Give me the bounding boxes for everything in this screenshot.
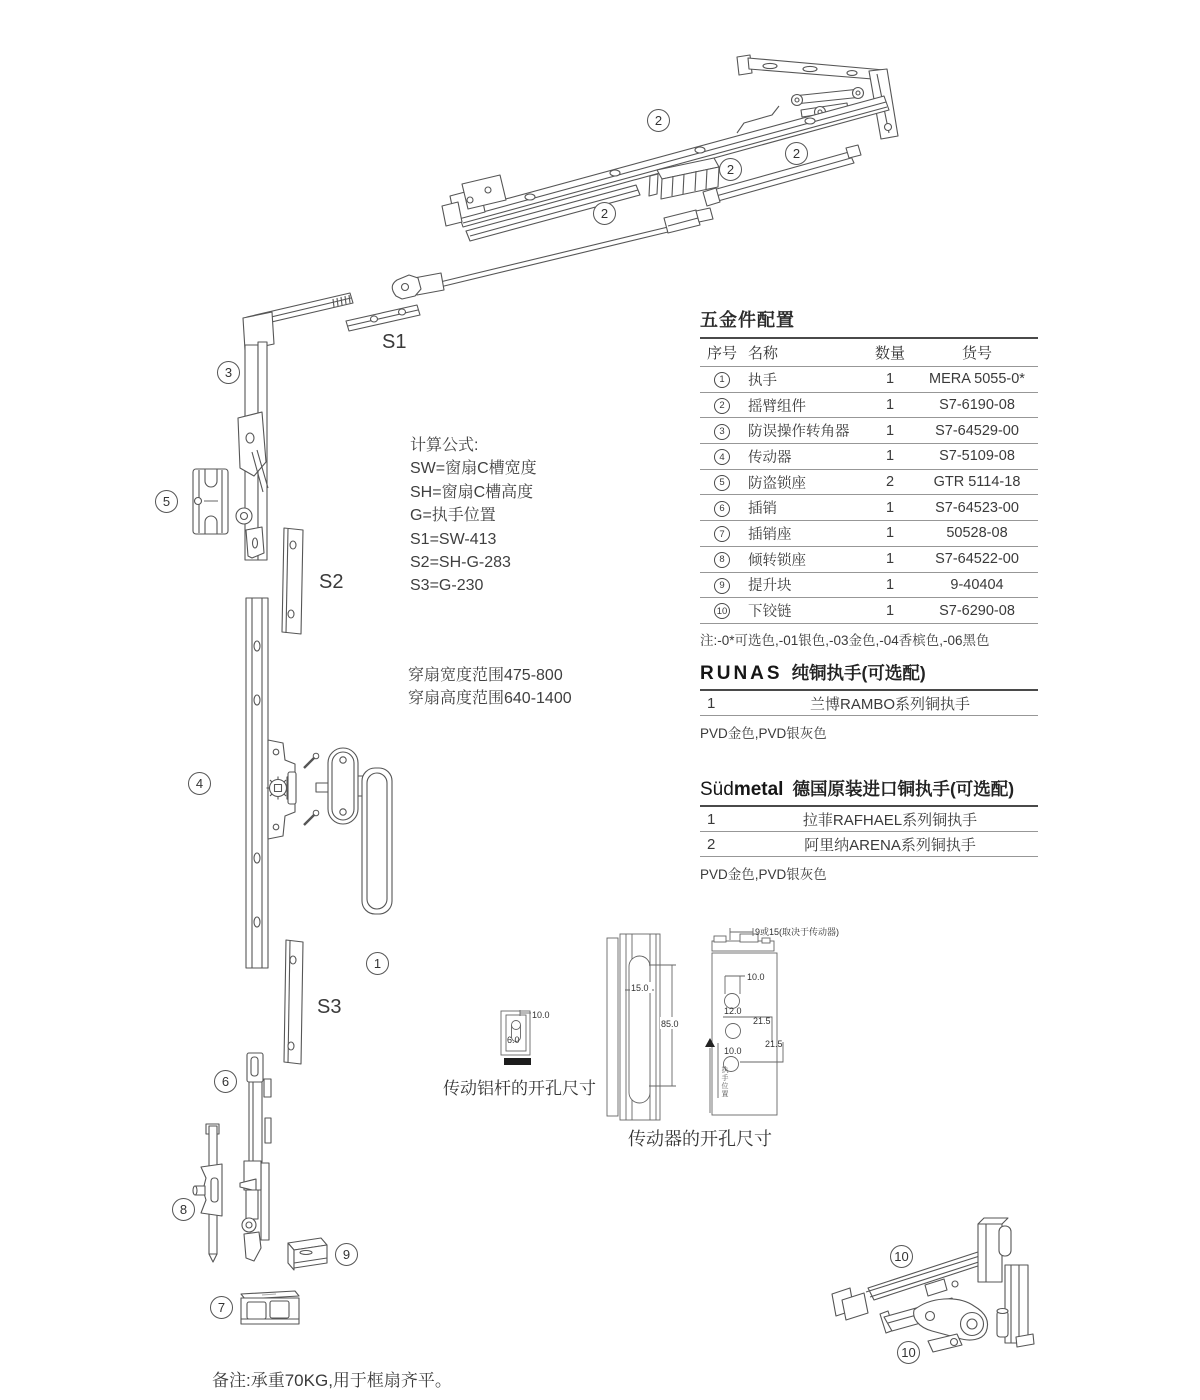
- table-row: [700, 573, 1038, 599]
- part-code: 9-40404: [950, 576, 1004, 593]
- callout-10b: 10: [897, 1341, 920, 1364]
- plate-s1: [346, 305, 420, 331]
- part-qty: 1: [885, 551, 895, 568]
- part-name: 下铰链: [748, 604, 792, 621]
- driver-hole-caption: 传动器的开孔尺寸: [628, 1129, 772, 1149]
- callout-7: 7: [210, 1296, 233, 1319]
- row-no-circle: 8: [714, 552, 730, 568]
- sudmetal-row-name: 拉菲RAFHAEL系列铜执手: [802, 811, 978, 829]
- bottom-note: 备注:承重70KG,用于框扇齐平。: [212, 1371, 452, 1390]
- part-qty: 1: [885, 499, 895, 516]
- sudmetal-row-no: 1: [707, 810, 716, 828]
- part-shoot-bolt: [240, 1053, 271, 1261]
- sudmetal-row-name: 阿里纳ARENA系列铜执手: [804, 836, 976, 854]
- part-tilt-keeper: [193, 1124, 222, 1262]
- part-name: 倾转锁座: [748, 552, 806, 569]
- sudmetal-row: [700, 807, 1038, 832]
- formula-line: S2=SH-G-283: [410, 554, 511, 572]
- part-qty: 1: [885, 422, 895, 439]
- table-row: [700, 495, 1038, 521]
- callout-2d: 2: [593, 202, 616, 225]
- runas-finish-note: PVD金色,PVD银灰色: [700, 726, 827, 741]
- dim-rod-width: 10.0: [532, 1010, 550, 1020]
- part-lift-block: [288, 1238, 327, 1270]
- part-name: 防误操作转角器: [748, 424, 850, 441]
- sash-width-range: 穿扇宽度范围475-800: [408, 667, 563, 684]
- part-name: 摇臂组件: [748, 398, 806, 415]
- row-no-circle: 6: [714, 501, 730, 517]
- part-bolt-keeper: [241, 1291, 299, 1324]
- label-s2: S2: [319, 571, 344, 593]
- row-no-circle: 5: [714, 475, 730, 491]
- dim-hole2-a: 12.0: [724, 1006, 742, 1016]
- callout-3: 3: [217, 361, 240, 384]
- part-name: 插销座: [748, 526, 792, 543]
- part-qty: 1: [885, 448, 895, 465]
- callout-1: 1: [366, 952, 389, 975]
- callout-10a: 10: [890, 1245, 913, 1268]
- dim-hole3-b: 21.5: [765, 1039, 783, 1049]
- part-code: S7-64529-00: [935, 422, 1019, 439]
- table-row: [700, 547, 1038, 573]
- part-name: 执手: [748, 372, 777, 389]
- formula-block: [410, 434, 537, 598]
- part-code: GTR 5114-18: [933, 474, 1021, 491]
- table-title: 五金件配置: [700, 306, 1038, 339]
- row-no-circle: 10: [714, 603, 730, 619]
- sudmetal-brand-logo: Südmetal: [700, 779, 784, 800]
- header-code: 货号: [961, 345, 992, 362]
- callout-5: 5: [155, 490, 178, 513]
- formula-line: G=执手位置: [410, 507, 496, 525]
- plate-s3: [284, 940, 303, 1064]
- table-row: [700, 393, 1038, 419]
- part-code: S7-6190-08: [939, 397, 1015, 414]
- callout-8: 8: [172, 1198, 195, 1221]
- header-qty: 数量: [874, 345, 905, 362]
- part-code: 50528-08: [946, 525, 1008, 542]
- part-name: 防盗锁座: [748, 475, 806, 492]
- part-link-rod: [392, 208, 713, 299]
- dim-top-note: 9或15(取决于传动器): [755, 927, 840, 937]
- formula-line: SW=窗扇C槽宽度: [410, 460, 537, 478]
- dim-hole1: 10.0: [747, 972, 765, 982]
- runas-title: 纯铜执手(可选配): [791, 663, 926, 683]
- dim-slot-height: 85.0: [661, 1019, 679, 1029]
- part-qty: 1: [885, 397, 895, 414]
- header-name: 名称: [748, 345, 779, 362]
- dim-drawing-rod: [501, 1010, 550, 1065]
- part-name: 提升块: [748, 578, 792, 595]
- formula-line: S1=SW-413: [410, 530, 497, 548]
- table-header-row: [700, 339, 1038, 367]
- part-name: 传动器: [748, 449, 792, 466]
- header-no: 序号: [706, 345, 737, 362]
- part-code: S7-5109-08: [939, 448, 1015, 465]
- label-s1: S1: [382, 331, 407, 353]
- callout-2a: 2: [647, 109, 670, 132]
- formula-line: S3=G-230: [410, 577, 484, 595]
- table-row: [700, 367, 1038, 393]
- dim-drawing-driver: [607, 934, 681, 1120]
- runas-brand-logo: RUNAS: [700, 663, 783, 684]
- part-code: S7-64523-00: [935, 499, 1019, 516]
- part-qty: 1: [885, 525, 895, 542]
- hardware-parts-table: [700, 306, 1038, 649]
- table-row: [700, 521, 1038, 547]
- part-qty: 2: [885, 474, 895, 491]
- row-no-circle: 1: [714, 372, 730, 388]
- callout-2c: 2: [785, 142, 808, 165]
- runas-row-no: 1: [707, 694, 716, 712]
- callout-2b: 2: [719, 158, 742, 181]
- part-code: S7-64522-00: [935, 551, 1019, 568]
- rod-hole-caption: 传动铝杆的开孔尺寸: [443, 1079, 596, 1098]
- part-handle: [316, 748, 392, 914]
- table-row: [700, 470, 1038, 496]
- part-corner-drive: [236, 293, 353, 560]
- dim-rod-height: 6.0: [507, 1035, 520, 1045]
- runas-row-name: 兰博RAMBO系列铜执手: [809, 695, 970, 713]
- runas-row: [700, 691, 1038, 716]
- sudmetal-title: 德国原装进口铜执手(可选配): [792, 779, 1015, 799]
- callout-6: 6: [214, 1070, 237, 1093]
- plate-s2: [282, 528, 303, 634]
- table-row: [700, 598, 1038, 624]
- dim-hole2-b: 21.5: [753, 1016, 771, 1026]
- part-code: S7-6290-08: [939, 602, 1015, 619]
- table-row: [700, 444, 1038, 470]
- handle-position-vertical-label: 执手位置: [721, 1066, 728, 1098]
- sudmetal-option-block: [700, 776, 1038, 883]
- callout-9: 9: [335, 1243, 358, 1266]
- formula-line: SH=窗扇C槽高度: [410, 483, 534, 501]
- part-qty: 1: [885, 371, 895, 388]
- part-espagnolette-gear: [246, 598, 296, 968]
- table-row: [700, 418, 1038, 444]
- row-no-circle: 2: [714, 398, 730, 414]
- row-no-circle: 3: [714, 424, 730, 440]
- sudmetal-row-no: 2: [707, 835, 716, 853]
- row-no-circle: 4: [714, 449, 730, 465]
- part-qty: 1: [885, 602, 895, 619]
- sudmetal-row: [700, 832, 1038, 857]
- part-name: 插销: [748, 501, 777, 518]
- dim-slot-width: 15.0: [631, 983, 649, 993]
- dim-hole3-a: 10.0: [724, 1046, 742, 1056]
- label-s3: S3: [317, 996, 342, 1018]
- part-qty: 1: [885, 576, 895, 593]
- callout-4: 4: [188, 772, 211, 795]
- part-code: MERA 5055-0*: [929, 371, 1025, 388]
- part-security-keeper: [193, 469, 228, 534]
- sudmetal-finish-note: PVD金色,PVD银灰色: [700, 867, 827, 882]
- formula-title: 计算公式:: [410, 437, 479, 454]
- sash-height-range: 穿扇高度范围640-1400: [408, 690, 572, 707]
- table-footnote: 注:-0*可选色,-01银色,-03金色,-04香槟色,-06黑色: [700, 632, 990, 648]
- row-no-circle: 9: [714, 578, 730, 594]
- runas-option-block: [700, 660, 1038, 742]
- row-no-circle: 7: [714, 526, 730, 542]
- sash-range-block: [408, 664, 572, 710]
